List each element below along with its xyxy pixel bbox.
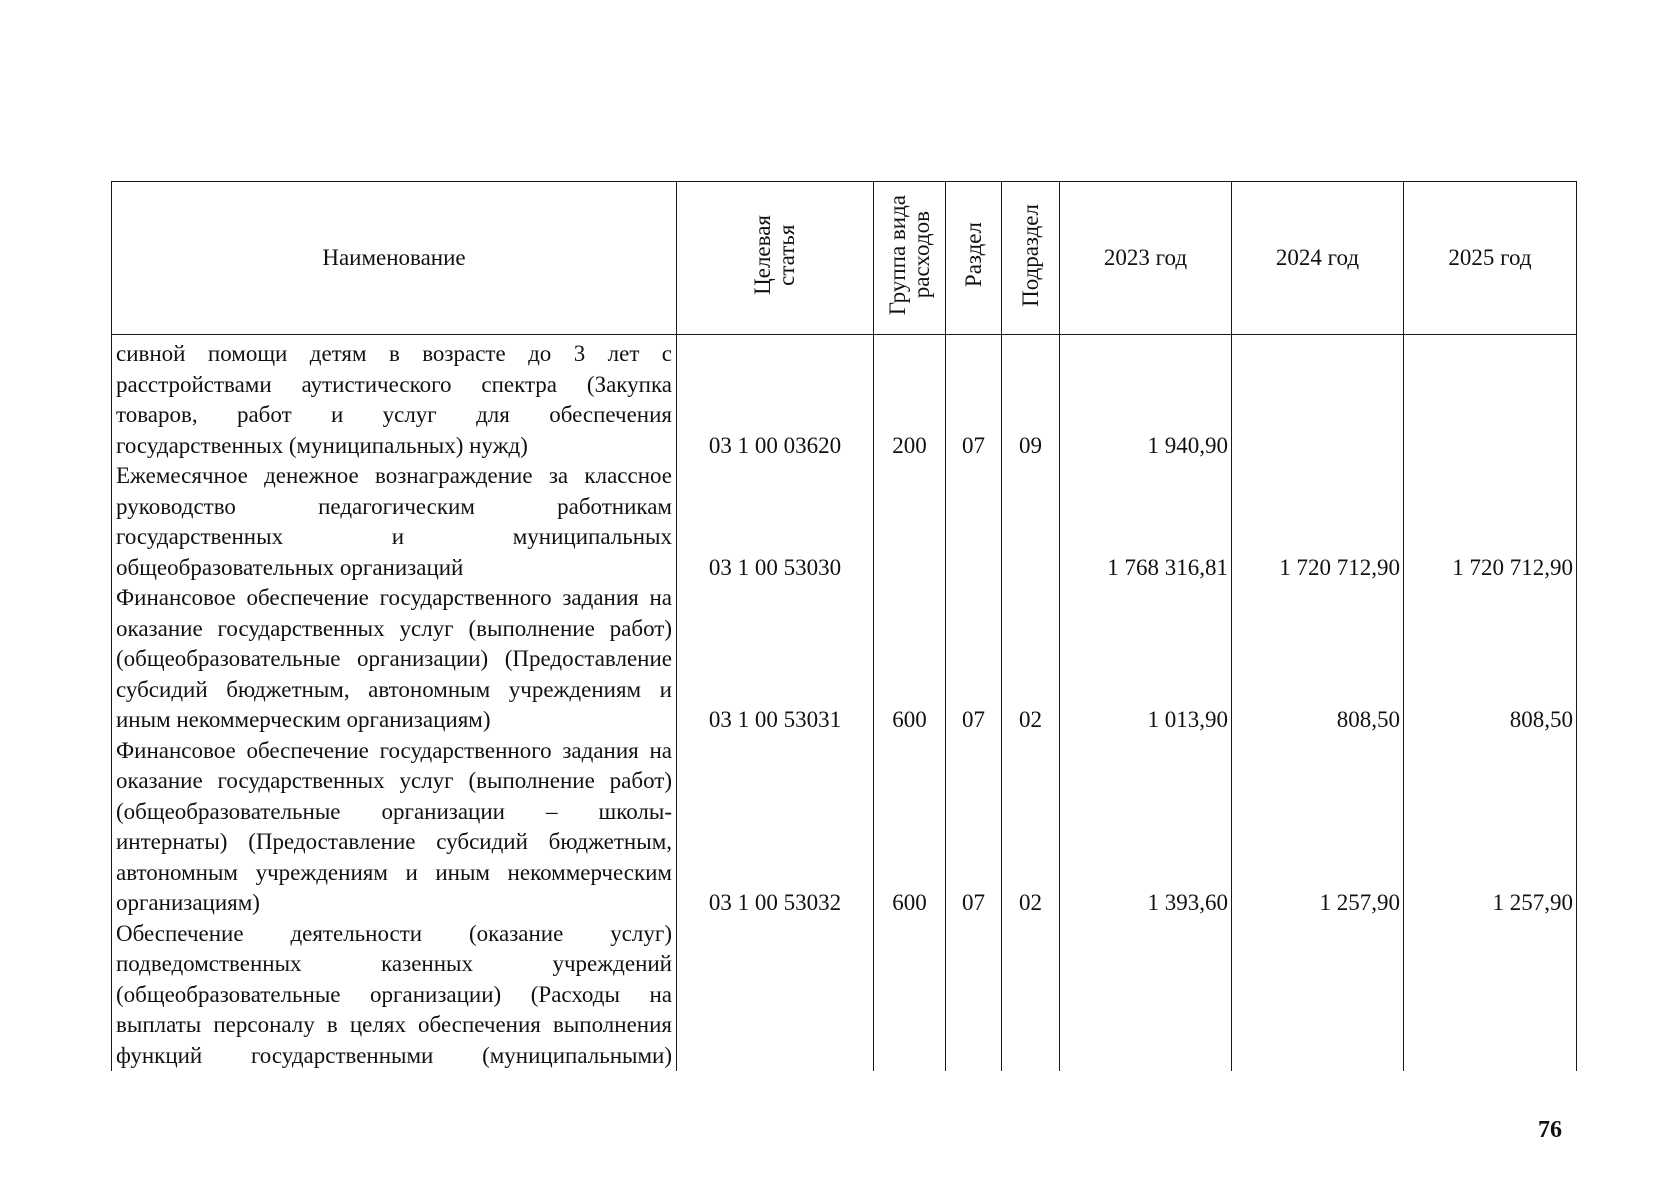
row-name: Финансовое обеспечение государственного задания на оказание государственных услуг (выполнение работ) (общеобразовательные организации) (Предоставление субсидий бюджетным, автономным учреждениям и иным некоммерческим организациям) xyxy=(112,583,677,736)
table-row xyxy=(112,736,1577,919)
header-subsection: Подраздел xyxy=(1002,182,1060,335)
header-name: Наименование xyxy=(112,182,677,335)
row-expense-group: 600 xyxy=(874,736,946,919)
row-2025 xyxy=(1404,919,1577,1072)
table-row xyxy=(112,919,1577,1072)
table-row xyxy=(112,583,1577,736)
row-section: 07 xyxy=(946,736,1002,919)
row-name: Ежемесячное денежное вознаграждение за классное руководство педагогическим работникам государственных и муниципальных общеобразовательных организаций xyxy=(112,461,677,583)
row-section: 07 xyxy=(946,335,1002,462)
row-2025: 1 257,90 xyxy=(1404,736,1577,919)
row-expense-group: 200 xyxy=(874,335,946,462)
row-target-article xyxy=(677,919,874,1072)
row-2024: 808,50 xyxy=(1232,583,1404,736)
header-2024: 2024 год xyxy=(1232,182,1404,335)
row-subsection: 02 xyxy=(1002,583,1060,736)
header-2025: 2025 год xyxy=(1404,182,1577,335)
row-subsection xyxy=(1002,919,1060,1072)
row-section xyxy=(946,919,1002,1072)
row-target-article: 03 1 00 53031 xyxy=(677,583,874,736)
row-name: Финансовое обеспечение государственного задания на оказание государственных услуг (выполнение работ) (общеобразовательные организации – школы-интернаты) (Предоставление субсидий бюджетным, автономным учреждениям и иным некоммерческим организациям) xyxy=(112,736,677,919)
row-2024: 1 720 712,90 xyxy=(1232,461,1404,583)
row-2025 xyxy=(1404,335,1577,462)
table-row xyxy=(112,461,1577,583)
row-expense-group: 600 xyxy=(874,583,946,736)
table-header-row xyxy=(112,182,1577,335)
row-2024 xyxy=(1232,335,1404,462)
row-target-article: 03 1 00 03620 xyxy=(677,335,874,462)
row-2023 xyxy=(1060,919,1232,1072)
row-subsection: 02 xyxy=(1002,736,1060,919)
row-section: 07 xyxy=(946,583,1002,736)
page-number: 76 xyxy=(1538,1117,1562,1143)
row-expense-group xyxy=(874,919,946,1072)
row-2024 xyxy=(1232,919,1404,1072)
header-expense-group: Группа вида расходов xyxy=(874,182,946,335)
row-2023: 1 393,60 xyxy=(1060,736,1232,919)
row-2023: 1 768 316,81 xyxy=(1060,461,1232,583)
row-2023: 1 013,90 xyxy=(1060,583,1232,736)
row-subsection: 09 xyxy=(1002,335,1060,462)
row-2025: 1 720 712,90 xyxy=(1404,461,1577,583)
row-2025: 808,50 xyxy=(1404,583,1577,736)
header-target-article: Целевая статья xyxy=(677,182,874,335)
row-name: сивной помощи детям в возрасте до 3 лет с расстройствами аутистического спектра (Закупка товаров, работ и услуг для обеспечения государственных (муниципальных) нужд) xyxy=(112,335,677,462)
row-target-article: 03 1 00 53030 xyxy=(677,461,874,583)
row-section xyxy=(946,461,1002,583)
row-target-article: 03 1 00 53032 xyxy=(677,736,874,919)
row-expense-group xyxy=(874,461,946,583)
header-2023: 2023 год xyxy=(1060,182,1232,335)
row-name: Обеспечение деятельности (оказание услуг) подведомственных казенных учреждений (общеобразовательные организации) (Расходы на выплаты персоналу в целях обеспечения выполнения функций государственными (муниципальными) xyxy=(112,919,677,1072)
table-row xyxy=(112,335,1577,462)
budget-table xyxy=(111,181,1577,1071)
row-2023: 1 940,90 xyxy=(1060,335,1232,462)
row-subsection xyxy=(1002,461,1060,583)
header-section: Раздел xyxy=(946,182,1002,335)
row-2024: 1 257,90 xyxy=(1232,736,1404,919)
